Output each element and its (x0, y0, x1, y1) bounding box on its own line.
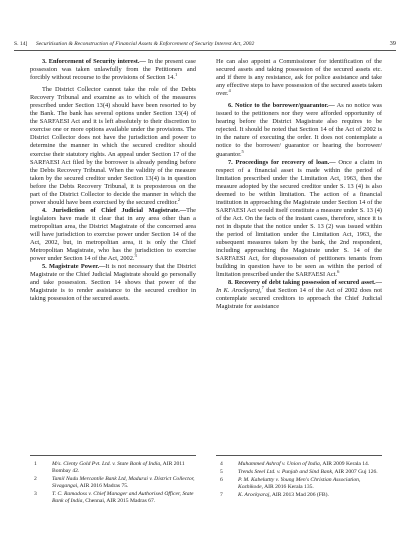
paragraph (30, 86, 196, 207)
footnote-citation: AIR 2016 Kerala 135. (263, 483, 314, 490)
paragraph (30, 207, 196, 263)
footnote-citation: AIR 2011 Bombay 42. (52, 461, 185, 475)
footnote-case: T. C. Ramadoss v. Chief Manager and Authorised Officer, State Bank of India, (52, 490, 194, 505)
footnotes-left (30, 461, 196, 506)
paragraph (216, 58, 382, 98)
paragraph (30, 58, 196, 82)
footnote-citation: AIR 2016 Madras 75. (78, 483, 129, 490)
paragraph-text: It is not necessary that the District Magistrate or the Chief Judicial Magistrate should go personally and take possession. Section 14 shows that power of the Magistrate is to render assistance to the secured creditor in taking possession of the secured assets. (30, 263, 196, 303)
footnote-citation: AIR 2007 Guj 126. (333, 468, 378, 475)
paragraph (216, 279, 382, 311)
paragraph (30, 263, 196, 303)
paragraph-text: The legislators have made it clear that in any area other than a metropolitan area, the District Magistrate of the concerned area will have jurisdiction to exercise power under Section 14 of the Act, 2002, but, in metropolitan area, it is only the Chief Metropolitan Magistrate, who has the jurisdiction to exercise power under Section 14 of the Act, 2002. (30, 206, 196, 263)
footnote-rule (216, 455, 382, 456)
running-header (14, 39, 396, 49)
footnote-case: Trends Steel Ltd. v. Punjab and Sind Bank, (238, 468, 334, 475)
paragraph-text: As no notice was issued to the petitioners nor they were afforded opportunity of hearing before the District Magistrate also requires to be rejected. It should be noted that Section 14 of the Act of 2002 is in the nature of executing the order. It does not contemplate a notice to the borrower/ guarantor or hearing the borrower/ guarantor. (216, 102, 382, 158)
section-heading: 3. Enforcement of Security interest.— (42, 58, 146, 65)
footnote-number: 3 (34, 490, 37, 497)
footnote-number: 5 (220, 468, 223, 475)
footnote-number: 1 (34, 461, 37, 467)
footnote-ref: 7 (261, 285, 264, 291)
footnote-number: 2 (34, 475, 37, 482)
footnote-rule (30, 455, 196, 456)
footnote (216, 477, 382, 491)
section-heading: 5. Magistrate Power.— (42, 263, 106, 271)
footnote-citation: Chennai, AIR 2015 Madras 67. (83, 498, 156, 505)
section-heading: 6. Notice to the borrower/guarantor.— (228, 102, 335, 110)
footnote (30, 461, 196, 475)
footnote (30, 491, 196, 505)
header-rule (14, 50, 396, 51)
section-heading: 8. Recovery of debt taking possession of secured asset.— (228, 279, 382, 287)
paragraph-text: Once a claim in respect of a financial asset is made within the period of limitation prescribed under the Limitation Act, 1963, then the measure adopted by the secured creditor under S. 13 (4) is also deemed to be within limitation. The action of a financial institution in approaching the Magistrate under Section 14 of the SARFAESI Act would itself constitute a measure under S. 13 (4) of the Act. On the facts of the instant cases, therefore, since it is not in dispute that the notice under S. 13 (2) was issued within the period of limitation under the Limitation Act, 1963, the subsequent measures taken by the bank, the 2nd respondent, including approaching the Magistrate under S. 14 of the SARFAESI Act, for dispossession of petitioners tenants from building in question have to be seen as within the period of limitation prescribed under the SARFAESI Act. (216, 158, 382, 279)
footnote-ref: 6 (337, 269, 340, 275)
footnote-case: K. Arockyaraj, (238, 491, 271, 498)
footnote-ref: 2 (177, 196, 181, 202)
footnote-citation: AIR 2013 Mad 206 (FB). (270, 491, 329, 498)
paragraph-text: He can also appoint a Commissioner for identification of the secured assets and taking possession of the secured assets etc. and if there is any resistance, ask for police assistance and take any effective steps to have possession of the secured assets taken over. (216, 58, 382, 98)
header-section: S. 14] (14, 41, 28, 47)
footnote-ref: 1 (175, 72, 178, 78)
header-title: Securitisation & Reconstruction of Financial Assets & Enforcement of Security Interest Act, 2002 (36, 41, 255, 47)
footnote (216, 492, 382, 499)
paragraph-text: In the present case possession was taken unlawfully from the Petitioners and forcibly without recourse to the provisions of Section 14. (30, 58, 196, 82)
footnote (216, 461, 382, 468)
footnote (216, 469, 382, 476)
footnote-ref: 3 (134, 253, 137, 259)
case-name: In K. Arockyaraj, (216, 287, 262, 295)
footnote-case: Muhammed Ashraf v. Union of India, (238, 461, 322, 467)
paragraph-text: The District Collector cannot take the role of the Debts Recovery Tribunal and examine as to which of the measures prescribed under Section 13(4) should have been resorted to by the Bank. The bank has several options under Section 13(4) of the SARFAESI Act and it is left absolutely to their discretion to exercise one or more options available under the provisions. The District Collector does not have the jurisdiction and power to determine the manner in which the secured creditor should exercise their statutory rights. An appeal under Section 17 of the SARFAESI Act filed by the borrower is already pending before the Debts Recovery Tribunal. When the validity of the measure taken by the secured creditor under Section 13(4) is in question before the Debts Recovery Tribunal, it is preposterous on the part of the District Collector to decide the manner in which the power should have been exercised by the secured creditor. (30, 86, 196, 206)
footnotes-right (216, 461, 382, 500)
footnote (30, 476, 196, 490)
footnote-case: P. M. Kabeluttty v. Young Men's Christian Association, Kozhikode, (238, 476, 361, 490)
page-number: 39 (389, 40, 396, 47)
footnote-number: 6 (220, 476, 223, 483)
footnote-citation: AIR 2009 Kerala 14. (321, 461, 370, 467)
footnote-ref: 4 (228, 88, 231, 94)
right-column (216, 58, 382, 311)
section-heading: 7. Proceedings for recovery of loan.— (228, 158, 336, 166)
paragraph-text: that Section 14 of the Act of 2002 does not contemplate secured creditors to approach the Chief Judicial Magistrate for assistance (216, 287, 383, 311)
footnote-case: M/s. Clenty Gold Pvt. Ltd. v. State Bank of India, (52, 461, 162, 467)
paragraph (216, 102, 382, 158)
left-column (30, 58, 196, 303)
footnote-case: Tamil Nadu Mercantile Bank Ltd, Madurai v. District Collector, Sivagangai, (52, 475, 195, 490)
paragraph (216, 159, 382, 280)
footnote-number: 7 (220, 491, 223, 498)
section-heading: 4. Jurisdiction of Chief Judicial Magistrate.— (42, 206, 187, 214)
footnote-number: 4 (220, 461, 223, 467)
footnote-ref: 5 (241, 148, 244, 154)
